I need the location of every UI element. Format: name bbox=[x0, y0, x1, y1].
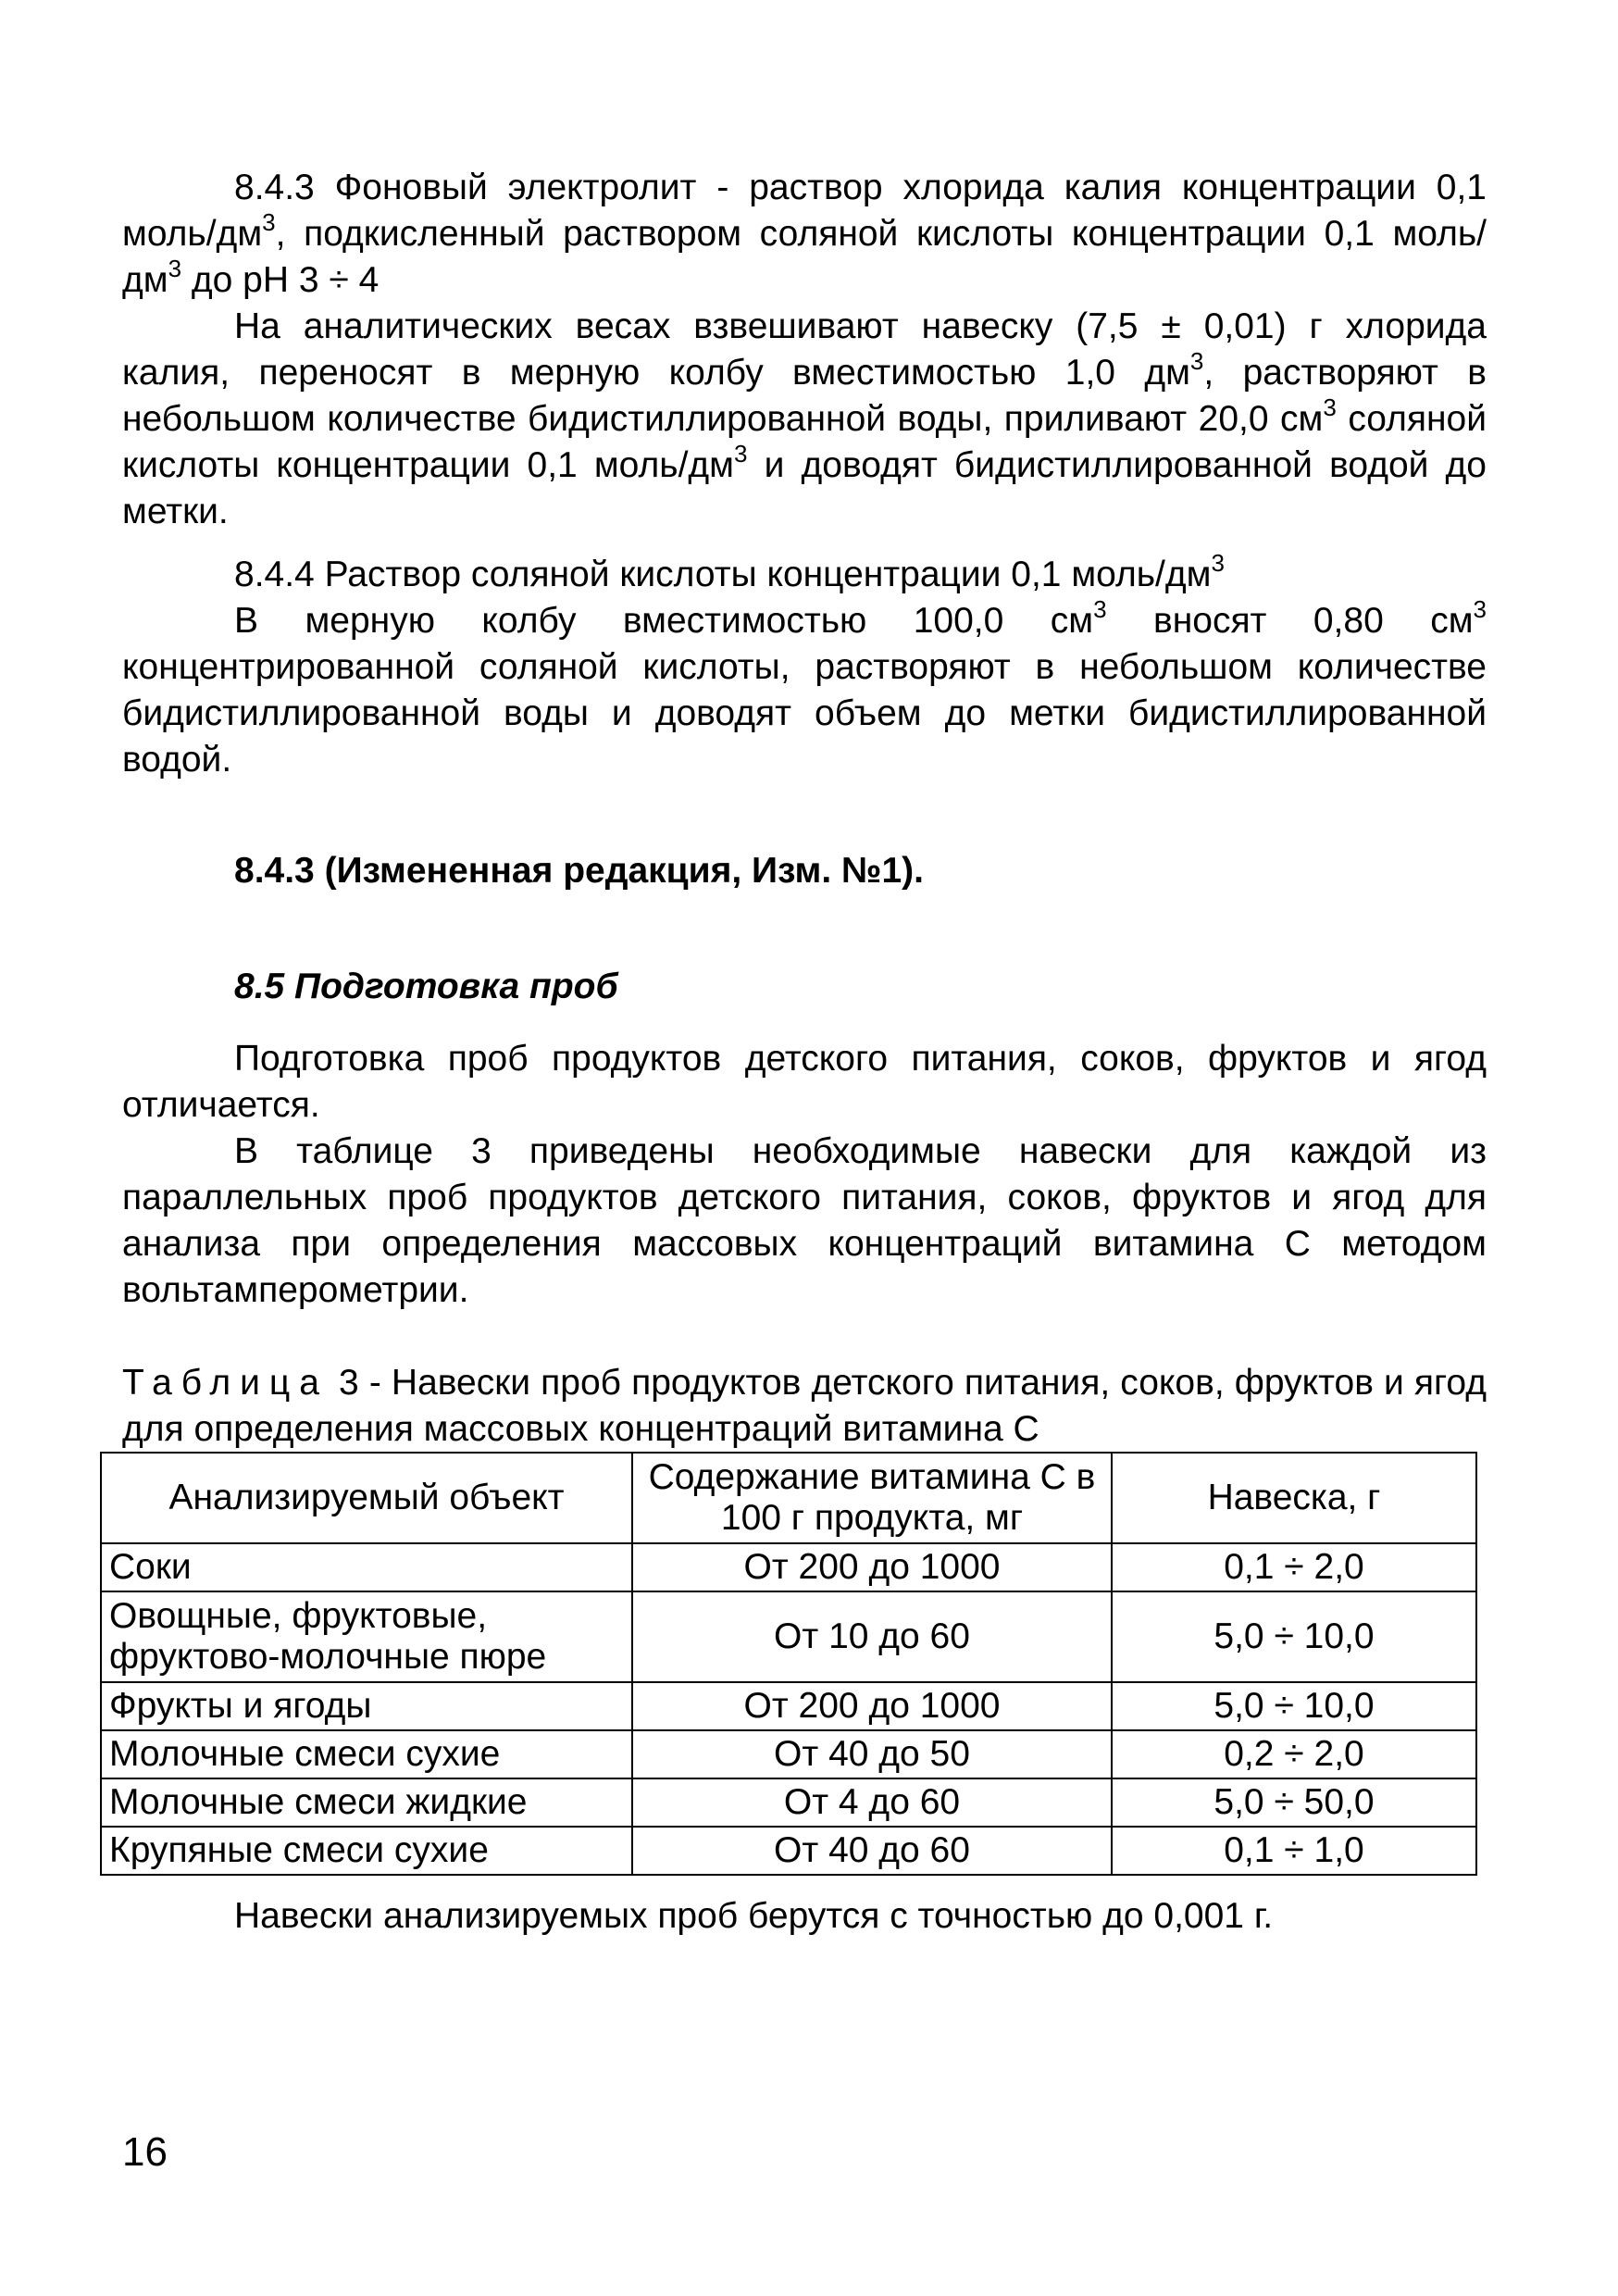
text-span: На аналитических весах взвешивают навеску (7,5 ± 0,01) г хлорида калия, переносят в мерную колбу вместимостью 1,0 дм bbox=[122, 306, 1487, 393]
table-row bbox=[101, 1778, 1476, 1827]
paragraph-8-5-2: В таблице 3 приведены необходимые навески для каждой из параллельных проб продуктов детского питания, соков, фруктов и ягод для анализа при определения массовых концентраций витамина С методом вольтамперометрии. bbox=[122, 1131, 1487, 1310]
superscript: 3 bbox=[1189, 347, 1204, 375]
cell-object: Фрукты и ягоды bbox=[101, 1682, 632, 1730]
page-number: 16 bbox=[122, 2129, 168, 2175]
text-span: до рН 3 ÷ 4 bbox=[181, 260, 380, 300]
table-caption-label: Таблица bbox=[122, 1363, 329, 1403]
paragraph-8-4-3-title bbox=[122, 165, 1487, 304]
paragraph-8-5-1: Подготовка проб продуктов детского питания, соков, фруктов и ягод отличается. bbox=[122, 1039, 1487, 1125]
cell-object: Соки bbox=[101, 1543, 632, 1591]
paragraph-8-4-4-title bbox=[122, 549, 1487, 598]
header-vitamin-content: Содержание витамина С в 100 г продукта, мг bbox=[632, 1453, 1112, 1543]
table-caption bbox=[122, 1360, 1487, 1453]
superscript: 3 bbox=[262, 208, 276, 236]
superscript: 3 bbox=[168, 255, 182, 282]
superscript: 3 bbox=[1211, 549, 1225, 577]
cell-vitamin-content: От 40 до 50 bbox=[632, 1730, 1112, 1778]
cell-vitamin-content: От 10 до 60 bbox=[632, 1591, 1112, 1682]
text-span: В мерную колбу вместимостью 100,0 см bbox=[234, 601, 1094, 641]
superscript: 3 bbox=[734, 440, 748, 468]
text-span: и доводят бидистиллированной водой до метки. bbox=[122, 445, 1487, 531]
superscript: 3 bbox=[1093, 595, 1107, 623]
text-span: 8.4.3 Фоновый электролит - раствор хлорида калия концентрации 0,1 моль/дм bbox=[122, 168, 1487, 254]
cell-vitamin-content: От 200 до 1000 bbox=[632, 1543, 1112, 1591]
cell-vitamin-content: От 4 до 60 bbox=[632, 1778, 1112, 1827]
cell-weight: 5,0 ÷ 50,0 bbox=[1112, 1778, 1476, 1827]
table-row bbox=[101, 1730, 1476, 1778]
table-row bbox=[101, 1827, 1476, 1875]
precision-note: Навески анализируемых проб берутся с точностью до 0,001 г. bbox=[234, 1896, 1274, 1936]
text-span: , подкисленный раствором соляной кислоты концентрации 0,1 моль/дм bbox=[122, 214, 1487, 300]
table-row bbox=[101, 1543, 1476, 1591]
cell-weight: 5,0 ÷ 10,0 bbox=[1112, 1682, 1476, 1730]
header-object: Анализируемый объект bbox=[101, 1453, 632, 1543]
amendment-note: 8.4.3 (Измененная редакция, Изм. №1). bbox=[234, 851, 924, 891]
cell-weight: 0,1 ÷ 1,0 bbox=[1112, 1827, 1476, 1875]
text-span: соляной кислоты концентрации 0,1 моль/дм bbox=[122, 399, 1487, 485]
table-header-row bbox=[101, 1453, 1476, 1543]
table-caption-text: 3 - Навески проб продуктов детского питания, соков, фруктов и ягод для определения массовых концентраций витамина С bbox=[122, 1363, 1487, 1449]
cell-object: Овощные, фруктовые, фруктово-молочные пюре bbox=[101, 1591, 632, 1682]
table-row bbox=[101, 1682, 1476, 1730]
cell-object: Молочные смеси сухие bbox=[101, 1730, 632, 1778]
text-span: концентрированной соляной кислоты, растворяют в небольшом количестве бидистиллированной воды и доводят объем до метки бидистиллированной водой. bbox=[122, 647, 1487, 780]
body-text bbox=[122, 165, 1487, 1453]
cell-vitamin-content: От 40 до 60 bbox=[632, 1827, 1112, 1875]
paragraph-8-4-3-body bbox=[122, 304, 1487, 535]
cell-vitamin-content: От 200 до 1000 bbox=[632, 1682, 1112, 1730]
text-span: , растворяют в небольшом количестве бидистиллированной воды, приливают 20,0 см bbox=[122, 353, 1487, 439]
header-weight: Навеска, г bbox=[1112, 1453, 1476, 1543]
text-span: вносят 0,80 см bbox=[1106, 601, 1474, 641]
table-row bbox=[101, 1591, 1476, 1682]
superscript: 3 bbox=[1473, 595, 1487, 623]
sample-weights-table bbox=[100, 1452, 1477, 1876]
cell-weight: 0,1 ÷ 2,0 bbox=[1112, 1543, 1476, 1591]
text-span: 8.4.4 Раствор соляной кислоты концентрации 0,1 моль/дм bbox=[234, 555, 1212, 594]
cell-object: Крупяные смеси сухие bbox=[101, 1827, 632, 1875]
section-heading-8-5: 8.5 Подготовка проб bbox=[234, 967, 618, 1006]
cell-object: Молочные смеси жидкие bbox=[101, 1778, 632, 1827]
paragraph-8-4-4-body bbox=[122, 595, 1487, 783]
cell-weight: 0,2 ÷ 2,0 bbox=[1112, 1730, 1476, 1778]
cell-weight: 5,0 ÷ 10,0 bbox=[1112, 1591, 1476, 1682]
superscript: 3 bbox=[1323, 393, 1337, 421]
